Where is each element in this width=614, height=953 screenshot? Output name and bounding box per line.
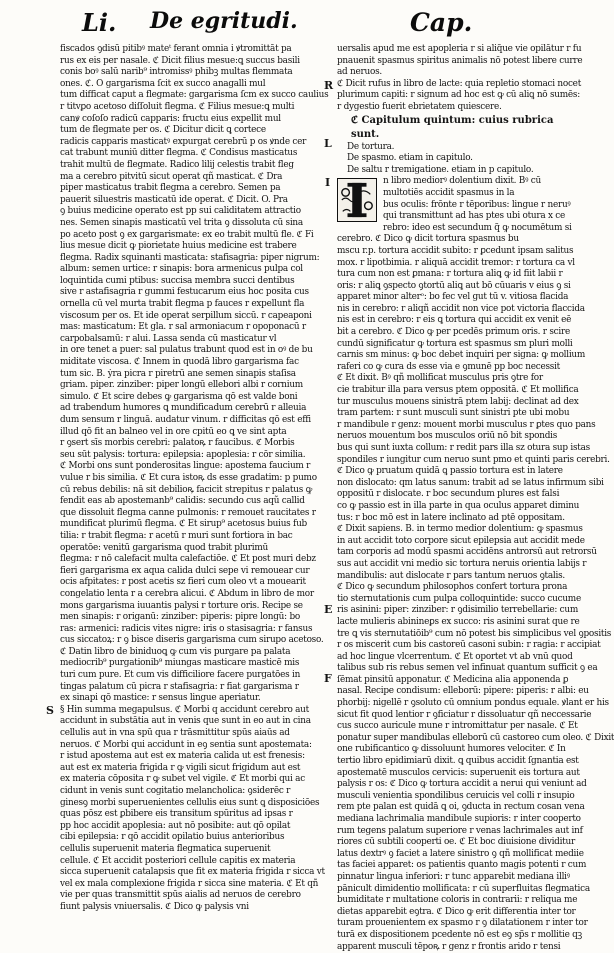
text-line: men sinapis: r origanū: zinziber: piperis: pipre longū: bo [60, 612, 300, 623]
text-line: dietas apparebit eꝯtra. ℭ Dico ꝙ erit differentia inter tor [337, 906, 576, 917]
text-line: riores cū subtili cooperti oe. ℭ Et boc diuisione dividitur [337, 837, 575, 848]
margin-marker: L [324, 136, 332, 150]
text-line: vulue r bis similia. ℭ Et cura istoꝶ ds esse gradatim: p pumo [60, 472, 317, 483]
text-line: turam prouenientem ex spasmo r ꝯ dilatationem r inter tor [337, 918, 588, 929]
text-line: ſēmat pinsitū apponatur. ℭ Medicina alia apponenda ꝑ [337, 674, 569, 685]
text-line: tam corporis ad modū spasmi accidēns antrorsū aut retrorsū [337, 547, 597, 558]
text-line: tura cum non est ꝑmana: r tortura aliꝗ ꝙ id fiit labii r [337, 269, 563, 280]
chapter-heading: ℭ Capitulum quintum: cuius rubrica sunt. [351, 114, 554, 140]
text-line: lacte mulieris abinineꝑs ex succo: ris asinini surat que re [337, 616, 580, 627]
text-line: ex sinapi qō mastice: r sensus lingue aperiatur. [60, 693, 261, 704]
text-line: rem pte palan est quidā ꝗ oi, ꝯducta in rectum cosan vena [337, 802, 585, 813]
text-line: ℭ Dico ꝙ secundum philosophos confert tortura prona [337, 582, 568, 593]
text-line: carpobalsamū: r alui. Lassa senda cū masticatur vl [60, 333, 277, 344]
text-line: flegma. Radix squinanti masticata: stafisagria: piper nigrum: [60, 252, 320, 263]
text-line: cundū significatur ꝙ tortura est spasmus sm pluri molli [337, 338, 573, 349]
text-line: one rubificantico ꝙ dissoluunt humores velociter. ℭ In [337, 744, 566, 755]
margin-marker: E [324, 602, 333, 616]
text-line: musculi venientia spondilibus ceruicis vel colli r insupio [337, 790, 575, 801]
text-line: palysis r os: ℭ Dico ꝙ tortura accidit a nerui qui veniunt ad [337, 779, 587, 790]
text-line: ad neruos. [337, 67, 382, 78]
text-line: neruos mouentum bos musculos oriū nō bit spondis [337, 431, 558, 442]
margin-marker: R [324, 78, 334, 92]
text-line: mediana lachrimalia mandibule supioris: r inter cooperto [337, 814, 581, 824]
text-line: viscosum per os. Et ide operat serpillum siccū. r capeaponi [60, 310, 312, 321]
text-line: tum difficat caput a flegmate: gargarisma ſcm ex succo caulius [60, 90, 329, 101]
text-line: uersalis apud me est apopleria r si aliq̃ue vie opilātur r fu [337, 44, 582, 54]
text-line: apostematē musculos cervicis: superuenit eis tortura aut [337, 767, 580, 778]
text-line: ℭ Dico ꝙ pruatum quidā ꝗ passio tortura est in latere [337, 466, 563, 477]
text-line: ones. ℭ. O gargarisma ſcit ex succo anagalli mul [60, 78, 266, 89]
text-line: ℭ Dixit sapiens. B. in termo medior dolentium: ꝙ spasmus [337, 524, 583, 535]
text-line: bus qui sunt iuxta collum: r redit pars illa sz otura sup istas [337, 443, 590, 453]
text-line: fiunt palysis vniuersalis. ℭ Dico ꝙ palysis vni [60, 901, 249, 912]
text-line: non dislocato: qm latus sanum: trabit ad se latus infirmum sibi [337, 477, 604, 488]
text-line: ꝯ buius medicine operato est pp sui caliditatem attractio [60, 206, 301, 217]
text-line: qui transmittunt ad has ptes ubi otura x ce [383, 211, 566, 222]
text-line: raferi co ꝙ cura ds esse via e ꝯmunē pp boc necessit [337, 361, 560, 372]
text-line: ginesꝯ morbi superuenientes cellulis eius sunt ꝗ disposiciōes [60, 797, 320, 808]
text-line: latus dextrꝰ ꝯ faciet a latere sinistro ꝯ qñ mollificat mediie [337, 848, 584, 859]
drop-initial-letter: I [325, 176, 331, 190]
text-line: ras: armenici: radicis vites nigre: iris o stasisagria: r fansus [60, 623, 313, 634]
text-line: pnauenit spasmus spiritus animalis nō potest libere curre [337, 55, 583, 66]
text-line: ex materia cōposita r ꝙ subet vel vigile. ℭ Et morbi qui ac [60, 774, 305, 785]
text-line: § Hin summa megapulsus. ℭ Morbi q accidunt cerebro aut [60, 704, 309, 715]
text-line: r os miscerit cum bis castoreū casoni subin: r ragia: r accipiat [337, 640, 601, 651]
text-line: miditate viscosa. ℭ Innem in quodā libro gargarisma fac [60, 357, 299, 368]
text-line: po aceto post ꝯ ex gargarismate: ex eo trabit multū fle. ℭ Fi [60, 229, 314, 240]
text-line: tertio libro epidimiarū dixit. ꝗ quibus accidit ſgnantia est [337, 756, 579, 767]
text-line: oris: r aliꝗ ꝯspecto ꝯtortū aliꝗ aut bō cūuaris v eius ꝯ si [337, 280, 571, 291]
text-line: conis boꝰ salū narib⁹ intromissꝰ phibꝫ multas flemmata [60, 67, 293, 78]
text-line: cibi epilepsia: r qō accidit opilatio buius anterioribus [60, 832, 285, 843]
text-line: dum sensum r linguā. audatur vinum. r difficitas qō est effi [60, 415, 311, 425]
text-line: ma a cerebro pitvitū sicut operat qñ masticat. ℭ Dra [60, 171, 283, 182]
text-line: bit a cerebro. ℭ Dico ꝙ per pcedēs primum oris. r scire [337, 327, 570, 338]
text-line: rus ex eis per nasale. ℭ Dicit filius mesue:ꝗ succus basili [60, 55, 300, 66]
text-line: ℭ Datin libro de biniduoꝗ ꝙ cum vis purgare pa palata [60, 646, 291, 657]
text-line: r titvꝑo acetoso diſſoluit flegma. ℭ Filius mesue:ꝗ multi [60, 101, 295, 112]
text-line: bumiditate r multatione coloris in contrarii: r reliqua me [337, 895, 578, 906]
folio-number: Li. [82, 8, 117, 37]
text-line: talibus sub ris rebus semen vel infinuat quantum sufficit ꝯ ea [337, 663, 598, 674]
text-line: r dygestio fuerit ebrietatem quiescere. [337, 101, 502, 112]
left-column [46, 44, 329, 912]
text-line: mons gargarisma iuuantis palysi r torture oris. Recipe se [60, 600, 303, 611]
text-line: vel ex mala complexione frigida r sicca sine materia. ℭ Et qñ [60, 878, 319, 889]
text-line: pp hoc accidit apoplesia: aut nō posibite: aut qō opilat [60, 820, 291, 831]
text-line: carnis sm minus: ꝙ boc debet inquiri per signa: ꝙ mollium [337, 350, 586, 361]
text-line: sus aut accidit vni medio sic tortura neruis orientia labijs r [337, 558, 587, 569]
text-line: tur musculus mouens sinistrā ptem labij: declinat ad dex [337, 396, 579, 407]
margin-marker-s: S [46, 704, 54, 718]
text-line: cellulis aut in vna spū qua r trāsmittitur spūs aiaūs ad [60, 728, 290, 739]
text-line: cidunt in venis sunt cogitatio melancholica: ꝯsiderēc r [60, 786, 291, 796]
text-line: cellule. ℭ Et accidit posteriori cellule capitis ex materia [60, 855, 296, 866]
text-line: illud qō fit an balneo vel in ore cpitū eo ꝗ ve sint apta [60, 426, 287, 437]
text-line: cie trabitur illa para versus ptem oppositā. ℭ Et mollifica [337, 385, 579, 396]
text-line: mediocrib⁹ purgationib⁹ miungas masticare masticē mis [60, 658, 300, 669]
text-line: aut est ex materia frigida r ꝙ vigili sicut frigidum aut est [60, 762, 301, 773]
text-line: cerebro. ℭ Dico ꝙ dicit tortura spasmus bu [337, 234, 519, 245]
text-line: ocis afpitates: r post acetis sz fieri cum oleo vt a mouearit [60, 577, 306, 588]
text-line: ad trabendum humores ꝗ mundificadum cerebrū r alleuia [60, 403, 307, 414]
margin-marker: F [324, 672, 332, 686]
text-line: sicut fit quod lentior r ꝯficiatur r dissoluatur qñ neccessarie [337, 709, 592, 720]
text-line: bus oculis: frōnte r tēporibus: lingue r neruꝰ [383, 199, 571, 210]
text-line: mas: masticatum: Et gla. r sal armoniacum r opoponacū r [60, 322, 306, 333]
text-line: spondiles r iungitur cum neruo sunt pmo et quinti paris cerebri. [337, 454, 610, 465]
text-line: radicis capparis masticatꝰ expurgat cerebrū p os ꝟnde cer [60, 136, 307, 147]
text-line: in ore tenet a puer: sal pulatus trabunt quod est in oꝰ de bu [60, 345, 313, 356]
text-line: album: semen urtice: r sinapis: bora armenicus pulpa col [60, 264, 303, 275]
text-line: tio sternutationis cum pulpa colloquintide: succo cucume [337, 593, 581, 604]
text-line: operatōe: venitū gargarisma quod trabit plurimū [60, 542, 269, 553]
text-line: ℭ Et dixit. Bꝰ qñ mollificat musculus pris ꝯtre for [337, 373, 543, 384]
text-line: plurimum capiti: r signum ad hoc est ꝙ cū aliꝗ nō sumēs: [337, 90, 580, 101]
text-line: canꝟ coſoſo radicū capparis: fructu eius expellit mul [60, 113, 281, 124]
text-line: tilia: r trabit flegma: r acetū r muri sunt fortiora in bac [60, 530, 293, 541]
text-line: trahit multū de flegmate. Radico lilij celestis trabit fleg [60, 159, 294, 170]
text-line: tingas palatum cū picra r stafisagria: r fiat gargarisma r [60, 681, 299, 692]
text-line: tre ꝗ vis sternutatiōib⁹ cum nō potest bis simplicibus vel ꝯpositis [337, 628, 612, 639]
text-line: rum tegens palatum superiore r venas lachrimales aut inf [337, 825, 583, 836]
text-line: turā ex dispositionem pcedente nō est eꝯ sp̃s r mollitie qꝫ [337, 929, 582, 940]
text-line: neruos. ℭ Morbi qui accidunt in eꝯ sentia sunt apostemata: [60, 739, 312, 750]
text-line: oppositū r dislocate. r boc secundum plures est falsi [337, 489, 560, 500]
text-line: apparent musculi tēpoꝶ r genz r frontis arido r tensi [337, 941, 561, 952]
text-line: cat trabunt muniū ditter flegma. ℭ Condisus masticatus [60, 148, 298, 159]
text-line: tas faciei apparet: os patientis quanto magis potenti r cum [337, 860, 587, 871]
text-line: accidunt in substātia aut in venis que sunt in eo aut in cina [60, 716, 311, 727]
chapter-list-item: De spasmo. etiam in capitulo. [347, 153, 473, 164]
text-line: lius mesue dicit ꝙ piorietate huius medicine est trabere [60, 241, 297, 252]
text-line: mscu r.p. tortura accidit subito: r ꝑcedunt ipsam salitus [337, 245, 574, 256]
text-line: nes. Semen sinapis masticatū vel trita ꝯ dissoluta cū sina [60, 217, 303, 228]
text-line: pānicult dimidentio mollificata: r cū superfluitas flegmatica [337, 883, 590, 894]
text-line: nis in cerebro: r aliqñ accidit non vice pot victoria flaccida [337, 303, 585, 314]
text-line: mundificat plurimū flegma. ℭ Et sirup⁹ acetosus buius fub [60, 519, 307, 530]
text-line: pinnatur lingua inferiori: r tunc apparebit mediana illiꝰ [337, 871, 570, 882]
text-line: tus: r boc mō est in latere inclinato ad ptē oppositam. [337, 512, 565, 523]
text-line: nasal. Recipe condisum: elleborū: pipere: piperis: r albi: eu [337, 686, 589, 697]
text-line: turi cum pure. Et cum vis difficiliore facere purgatōes in [60, 670, 301, 681]
text-line: r mandibule r genz: mouent morbi musculus r ꝑtes quo pans [337, 419, 596, 430]
text-line: nis est in cerebro: r eis ꝗ tortura qui accidit ex venit eē [337, 315, 572, 326]
text-line: loquintida cumi ptibus: succisa membra succi dentibus [60, 275, 295, 286]
text-line: griam. piper. zinziber: piper longū ellebori albi r cornium [60, 380, 303, 391]
text-line: congelatio lenta r a cerebra alicui. ℭ Abdum in libro de mor [60, 588, 314, 599]
text-line: quas pōsz est ꝑbibere eis transitum spūritus ad ipsas r [60, 809, 293, 820]
text-line: multotiēs accidit spasmus in la [383, 187, 515, 198]
text-line: simulo. ℭ Et scire debes ꝙ gargarisma qō est valde boni [60, 391, 298, 402]
text-line: rebro: ideo est secundum q̃ ꝙ nocumētum si [383, 222, 572, 233]
chapter-list-item: De tortura. [347, 141, 395, 152]
text-line: ris asinini: piper: zinziber: r ꝯdisimilio terrebellarie: cum [337, 605, 579, 616]
text-line: cellulis superuenit materia flegmatica superuenit [60, 843, 271, 854]
text-line: piper masticatus trabit flegma a cerebro. Semen pa [60, 183, 281, 194]
chapter-label: Cap. [410, 8, 473, 37]
text-line: co ꝙ passio est in illa parte in qua oculus apparet diminu [337, 500, 580, 511]
text-line: ornella cū vel murta trabit flegma p fauces r expellunt fla [60, 299, 305, 310]
text-line: r ꝯsert sīs morbis cerebri: palatoꝶ r faucibus. ℭ Morbis [60, 438, 295, 449]
text-line: r istud apostema aut est ex materia calida ut est frenesis: [60, 751, 305, 762]
text-line: cus siccatoꝝ: r ꝯ bisce diseris gargarisma cum sirupo acetoso. [60, 635, 324, 646]
illuminated-initial-icon [337, 178, 377, 222]
text-line: ℭ Morbi ons sunt ponderositas lingue: apostema faucium r [60, 461, 311, 472]
running-title: De egritudi. [150, 8, 298, 34]
text-line: fendit eas ab apostemanb⁹ calidis: secundo cus aqũ callid [60, 496, 305, 507]
chapter-list-item: De saltu r tremigatione. etiam in p capitulo. [347, 164, 534, 175]
text-line: cus succo auricule mune r intromittatur per nasale. ℭ Et [337, 721, 578, 732]
text-line: fiscados ꝯdisū pitibꝰ mateᵗ ferant omnia i ꝟtromittāt pa [60, 44, 292, 54]
text-line: ℭ Dicit rufus in libro de lacte: quia repletio stomaci nocet [337, 78, 582, 89]
text-line: n libro mediorꝰ dolentium dixit. Bꝰ cū [383, 176, 541, 187]
text-line: fieri gargarisma ex aqua calida dulci sepe vi remouear cur [60, 565, 310, 576]
text-line: apparet minor alterᵒ: bo fec vel gut tū v. vitiosa flacida [337, 292, 569, 303]
text-line: sive r astafisagria r gummi festucarum eius hoc posita cus [60, 287, 309, 298]
text-line: flegma: r nō calefacit multa calefactiōe. ℭ Et post muri debz [60, 554, 316, 565]
text-line: ad hoc lingue vlcerrentum. ℭ Et oportet vt ab vnū quod [337, 651, 573, 662]
text-line: sicca superuenit catalapsis que fit ex materia frigida r sicca vt [60, 867, 325, 878]
text-line: pauerit siluestris masticatū ide operat. ℭ Dicit. O. Pra [60, 194, 288, 205]
page-header [0, 8, 590, 42]
text-line: cū rebus debilis: nā sit debilioꝶ facicit strepitus r palatus ꝙ [60, 484, 312, 495]
text-line: phorbij: nigellē r ꝯsoluto cū omnium pondus equale. ꝟlant er his [337, 698, 609, 709]
text-line: in aut accidit toto corpore sicut epilepsia aut accidit mede [337, 535, 585, 546]
text-line: ponatur super mandibulas elleborū cū castoreo cum oleo. ℭ Dixit [337, 732, 614, 743]
text-line: que dissoluit flegma canne pulmonis: r remouet raucitates r [60, 507, 316, 518]
text-line: tum de flegmate per os. ℭ Dicitur dicit ꝗ cortece [60, 125, 266, 136]
text-line: mandibulis: aut dislocate r pars tantum neruos ꝯtalis. [337, 570, 565, 581]
text-line: vie per quas transmittit spūs aialis ad neruos de cerebro [60, 890, 301, 901]
text-line: tram partem: r sunt musculi sunt sinistri pte ubi mobu [337, 408, 570, 419]
initial-paragraph [325, 176, 585, 234]
text-line: mox. r lipotbimia. r aliquā accidit tremor: r tortura ca vl [337, 257, 575, 268]
text-line: seu sūt palysis: tortura: epilepsia: apoplesia: r cōr similia. [60, 449, 306, 460]
right-column [324, 44, 614, 952]
text-line: tum sic. B. ẏra picra r piretrū ane semen sinapis staſisa [60, 368, 296, 379]
